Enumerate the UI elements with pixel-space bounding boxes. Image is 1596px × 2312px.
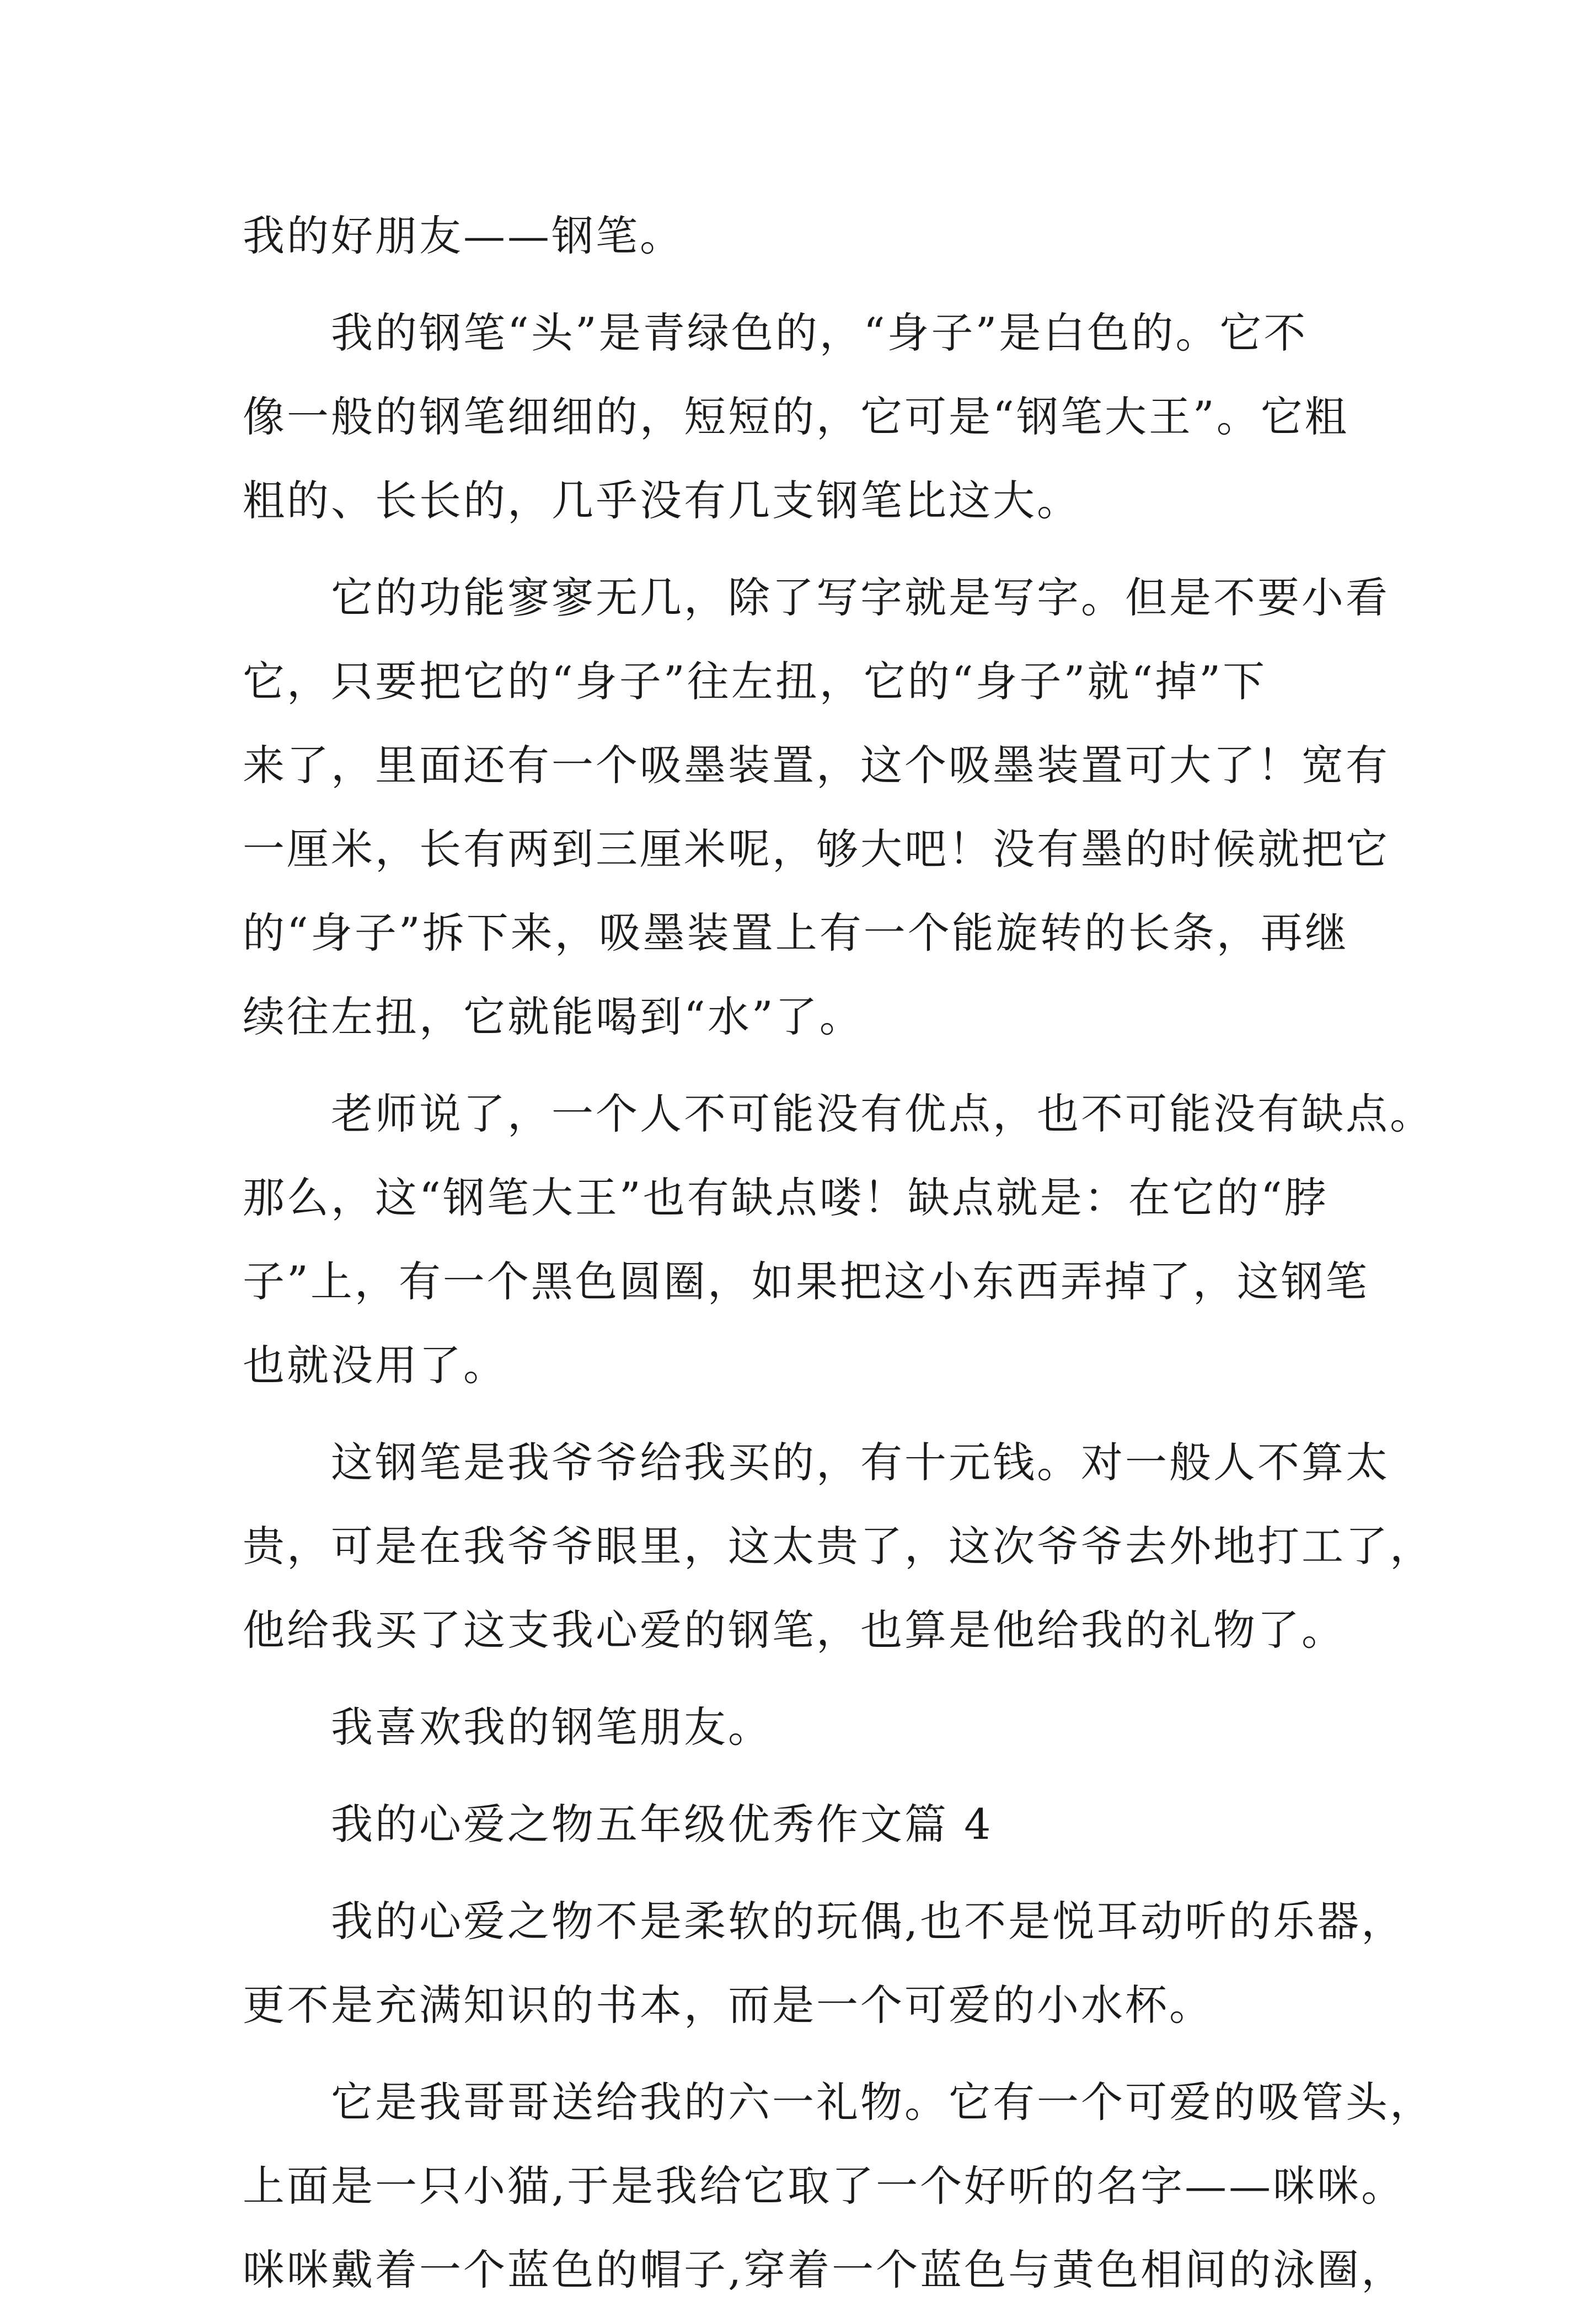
section-heading: 我的心爱之物五年级优秀作文篇 4 xyxy=(243,1800,993,1849)
text-line: 我的心爱之物不是柔软的玩偶,也不是悦耳动听的乐器， xyxy=(243,1897,1406,1946)
text-line: 粗的、长长的，几乎没有几支钢笔比这大。 xyxy=(243,476,1081,525)
text-line: 它的功能寥寥无几，除了写字就是写字。但是不要小看 xyxy=(243,573,1390,622)
text-line: 子”上，有一个黑色圆圈，如果把这小东西弄掉了，这钢笔 xyxy=(243,1257,1369,1306)
text-line: 我的好朋友——钢笔。 xyxy=(243,211,684,260)
text-line: 我喜欢我的钢笔朋友。 xyxy=(243,1703,772,1752)
text-line: 贵，可是在我爷爷眼里，这太贵了，这次爷爷去外地打工了， xyxy=(243,1522,1434,1571)
text-line: 它是我哥哥送给我的六一礼物。它有一个可爱的吸管头， xyxy=(243,2078,1434,2127)
text-line: 一厘米，长有两到三厘米呢，够大吧！没有墨的时候就把它 xyxy=(243,825,1390,874)
text-line: 老师说了，一个人不可能没有优点，也不可能没有缺点。 xyxy=(243,1089,1434,1138)
text-line: 续往左扭，它就能喝到“水”了。 xyxy=(243,992,864,1041)
text-line: 那么，这“钢笔大王”也有缺点喽！缺点就是：在它的“脖 xyxy=(243,1173,1329,1222)
text-line: 它，只要把它的“身子”往左扭，它的“身子”就“掉”下 xyxy=(243,657,1267,706)
text-line: 来了，里面还有一个吸墨装置，这个吸墨装置可大了！宽有 xyxy=(243,741,1390,790)
text-line: 像一般的钢笔细细的，短短的，它可是“钢笔大王”。它粗 xyxy=(243,392,1349,441)
text-line: 这钢笔是我爷爷给我买的，有十元钱。对一般人不算太 xyxy=(243,1438,1390,1487)
text-line: 他给我买了这支我心爱的钢笔，也算是他给我的礼物了。 xyxy=(243,1605,1346,1655)
text-line: 我的钢笔“头”是青绿色的，“身子”是白色的。它不 xyxy=(243,308,1308,357)
text-line: 的“身子”拆下来，吸墨装置上有一个能旋转的长条，再继 xyxy=(243,908,1349,957)
text-line: 咪咪戴着一个蓝色的帽子,穿着一个蓝色与黄色相间的泳圈， xyxy=(243,2245,1406,2294)
text-line: 更不是充满知识的书本，而是一个可爱的小水杯。 xyxy=(243,1981,1213,2030)
text-line: 上面是一只小猫,于是我给它取了一个好听的名字——咪咪。 xyxy=(243,2161,1406,2211)
essay-text xyxy=(243,194,1434,2312)
text-line: 也就没用了。 xyxy=(243,1341,507,1390)
